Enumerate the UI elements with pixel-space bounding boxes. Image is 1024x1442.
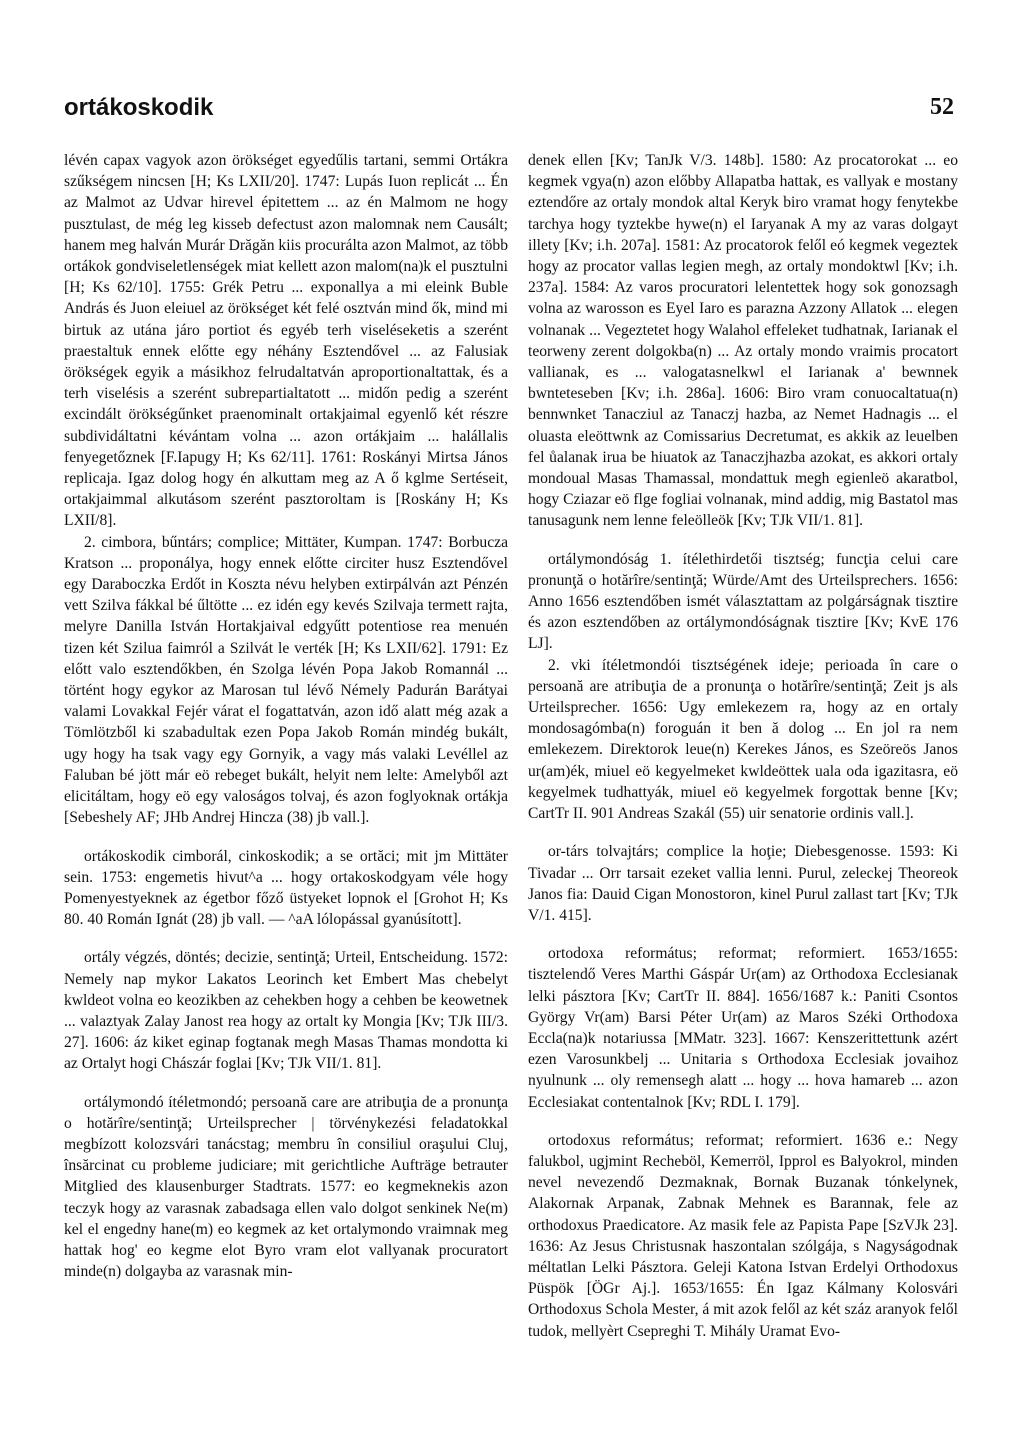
entry-continuation-ortalymondo: denek ellen [Kv; TanJk V/3. 148b]. 1580: Az procatorokat ... eo kegmek vgya(n) azon előbby Allapatba hattak, es vallyak e mostany eztendőre az ortaly mondok altal Keryk biro vramat hogy fenytekbe tarchya hogy tyztekbe hywe(n) el Iaryanak A my az varas dolgayt illety [Kv; i.h. 207a]. 1581: Az procatorok felől eó kegmek vegeztek hogy az procator vallas legien megh, az ortaly mondoktwl [Kv; i.h. 237a]. 1584: Az varos procuratori lelentettek hogy sok gonozsagh volna az warosson es Eyel Iaro es parazna Azzony Allatok ... elegen volnanak ... Vegeztetet hogy Walahol effeleket tudhatnak, Iarianak el teorweny zerent dolgokba(n) ... Az ortaly mondo vraimis procatort vallianak, es ... valogatasnelkwl el Iarianak a' bewnnek bwnteteseben [Kv; i.h. 286a]. 1606: Biro vram conuocaltatua(n) bennwnket Tanacziul az Tanaczj hazba, az Nemet Hadnagis ... el oluasta eleöttwnk az Comissarius Decretumat, es akkik az leuelben fel ůalanak irua be hiuatok az Tanaczjhazba azokat, es akkori ortaly mondoual Masas Thamassal, mondattuk megh egienleö akaratbol, hogy Cziazar eö flge fogliai volnanak, mind addig, mig Bastatol mas tanusagunk nem lenne feleöllеök [Kv; TJk VII/1. 81]. <box>528 152 958 530</box>
entry-or-tars: or-társ tolvajtárs; complice la hoţie; Diebesgenosse. 1593: Ki Tivadar ... Orr tarsait ezeket vallia lenni. Purul, zeleckej Theoreok Janos fia: Dauid Cigan Monostoron, kinel Purul zallast tart [Kv; TJk V/1. 415]. <box>528 843 958 924</box>
sense-2-ortalymondosag: 2. vki ítéletmondói tisztségének ideje; perioada în care o persoană are atribuţia de a pronunţa o hotărîre/sentinţă; Zeit js als Urteilsprecher. 1656: Ugy emlekezem ra, hogy az en ortaly mondosagómba(n) foroguán it ben ă dolog ... En jol ra nem emlekezem. Direktorok leue(n) Kerekes János, es Szeöreös Janos ur(am)ék, miuel eö kegyelmeket kwldeöttek uala oda igazitasra, eö kegyelmek tudhattyák, miuel eö kegyelmek forgottak benne [Kv; CartTr II. 901 Andreas Szakál (55) uir senatorie ordinis vall.]. <box>528 656 958 823</box>
entry-ortaly: ortály végzés, döntés; decizie, sentinţă; Urteil, Entscheidung. 1572: Nemely nap mykor Lakatos Leorinch ket Embert Mas chebelyt kwldeot volna eo keozikben az cehekben hogy a cehben be keowetnek ... valaztyak Zalay Janost rea hogy az ortalt ky Mongia [Kv; TJk III/3. 27]. 1606: áz kiket eginap fogtanak megh Masas Thamas mondotta ki az Ortalyt hogi Chászár foglai [Kv; TJk VII/1. 81]. <box>64 949 508 1073</box>
running-headword: ortákoskodik <box>64 94 214 121</box>
entry-continuation-ortak: lévén capax vagyok azon örökséget egyedűlis tartani, semmi Ortákra szűkségem nincsen [H; Ks LXII/20]. 1747: Lupás Iuon replicát ... Én az Malmot az Udvar hirevel épitettem ... az én Malmom ne hogy pusztulast, de még leg kisseb defectust azon malomnak nem Causált; hanem meg halván Murár Drăgăn kiis procurálta azon Malmot, az több ortákok gondviseletlenségek miat kellett azon malom(na)k el pusztulni [H; Ks 62/10]. 1755: Grék Petru ... exponallya a mi eleink Buble András és Juon eleiuel az örökséget két felé osztván mind ők, mind mi birtuk az utána járo portiot és egyéb terh viseléseketis a szerént praestaltuk ennek előtte egy néhány Esztendővel ... az Falusiak örökségek egyik a másikhoz felrudaltatván aproportionaltattak, és a terh viselésis a szerént subrepartialtatott ... midőn pedig a szerént excindált örökségűnket praenominalt ortakjaimal egyenlő két részre subdividáltatni kévántam volna ... azon ortákjaim ... halállalis fenyegetőznek [F.Iapugy H; Ks 62/11]. 1761: Roskányi Mirtsa János replicaja. Igaz dolog hogy én alkuttam meg az A ő kglme Sertéseit, ortakjaimmal alkutásom szerént pasztoroltam is [Roskány H; Ks LXII/8]. <box>64 152 508 530</box>
entry-ortalymondosag: ortálymondóság 1. ítélethirdetői tisztség; funcţia celui care pronunţă o hotărîre/sentinţă; Würde/Amt des Urteilsprechers. 1656: Anno 1656 esztendőben ismét választattam az polgárságnak tisztire és azon esztendőben az ortálymondóságnak tisztire [Kv; KvE 176 LJ]. <box>528 550 958 653</box>
page-number: 52 <box>930 94 954 120</box>
entry-ortodoxus: ortodoxus református; reformat; reformiert. 1636 e.: Negy falukbol, ugjmint Recheböl, Kemerröl, Ipprol es Balyokrol, minden nevel nevezendő Dezmaknak, Bornak Buzanak tónkelynek, Alakornak Arpanak, Zabnak Mehnek es Barannak, fele az orthodoxus Praedicatore. Az masik fele az Papista Pape [SzVJk 23]. 1636: Az Jesus Christusnak haszontalan szólgája, s Nagyságodnak méltatlan Lelki Pásztora. Geleji Katona Istvan Erdelyi Orthodoxus Püspök [ÖGr Aj.]. 1653/1655: Én Igaz Kálmany Kolosvári Orthodoxus Schola Mester, á mit azok felől az két száz aranyok felől tudok, mellyèrt Csepreghi T. Mihály Uramat Evo- <box>528 1131 958 1340</box>
entry-ortodoxa: ortodoxa református; reformat; reformiert. 1653/1655: tisztelendő Veres Marthi Gáspár Ur(am) az Orthodoxa Ecclesianak lelki pásztora [Kv; CartTr II. 884]. 1656/1687 k.: Paniti Csontos György Vr(am) Barsi Péter Ur(am) az Maros Széki Orthodoxa Eccla(na)k notariussa [MMatr. 323]. 1667: Kenszerittettunk azért ezen Varosunkbelj ... Unitaria s Orthodoxa Ecclesiak jovaihoz nyulnunk ... oly remensegh alatt ... hogy ... hova hamareb ... azon Ecclesiakat contentalnok [Kv; RDL I. 179]. <box>528 945 958 1111</box>
sense-2-ortak: 2. cimbora, bűntárs; complice; Mittäter, Kumpan. 1747: Borbucza Kratson ... proponálya, hogy ennek előtte circiter husz Esztendővel egy Daraboczka Erdőt in Koszta névu helyben extirpálván azt Pénzén vett Szilva fákkal bé űltötte ... ez idén egy kevés Szilvaja termett rajta, melyre Danilla István Hortakjaival edgyűtt potentiose rea menuén tizen két Szilua faimról a Szilvát le verték [H; Ks LXII/62]. 1791: Ez előtt valo esztendőkben, én Szolga lévén Popa Jakob Romannál ... történt hogy egykor az Marosan tul lévő Némely Padurán Barátyai valami Lovakkal Fejér várat el fogattatván, azon idő alatt még azak a Tömlötzből ki szabadultak ezen Popa Jakob Román mindég bukált, ugy hogy ha tsak vagy egy Gornyik, a vagy más valaki Levéllel az Faluban bé jött már eö rebeget bukált, helyit nem lelte: Amelyből azt elicitáltam, hogy eö egy valoságos tolvaj, és azon foglyoknak ortákja [Sebeshely AF; JHb Andrej Hincza (38) jb vall.]. <box>64 533 508 827</box>
entry-ortakoskodik: ortákoskodik cimborál, cinkoskodik; a se ortăci; mit jm Mittäter sein. 1753: engemetis hivut^a ... hogy ortakoskodgyam véle hogy Pomenyestyeknek az égetbor főző üstyeket lopnok el [Grohot H; Ks 80. 40 Román Ignát (28) jb vall. — ^aA lólopással gyanúsított]. <box>64 847 508 929</box>
entry-ortalymondo: ortálymondó ítéletmondó; persoană care are atribuţia de a pronunţa o hotărîre/sentinţă; Urteilsprecher | törvénykezési feladatokkal megbízott kolozsvári tanácstag; membru în consiliul oraşului Cluj, însărcinat cu probleme judiciare; mit gerichtliche Aufträge betrauter Mitglied des klausenburger Stadtrats. 1577: eo kegmeknekis azon teczyk hogy az varasnak zabadsaga ellen valo dolgot senkinek Ne(m) kel el engedny hane(m) eo kegmek az ket ortalymondo vraimnak meg hattak hog' eo kegme elot Byro vram elot vallyanak procuratort minde(n) dolgayba az varasnak min- <box>64 1093 508 1281</box>
right-column <box>528 150 958 1422</box>
left-column <box>64 150 508 1422</box>
running-head <box>64 94 954 134</box>
